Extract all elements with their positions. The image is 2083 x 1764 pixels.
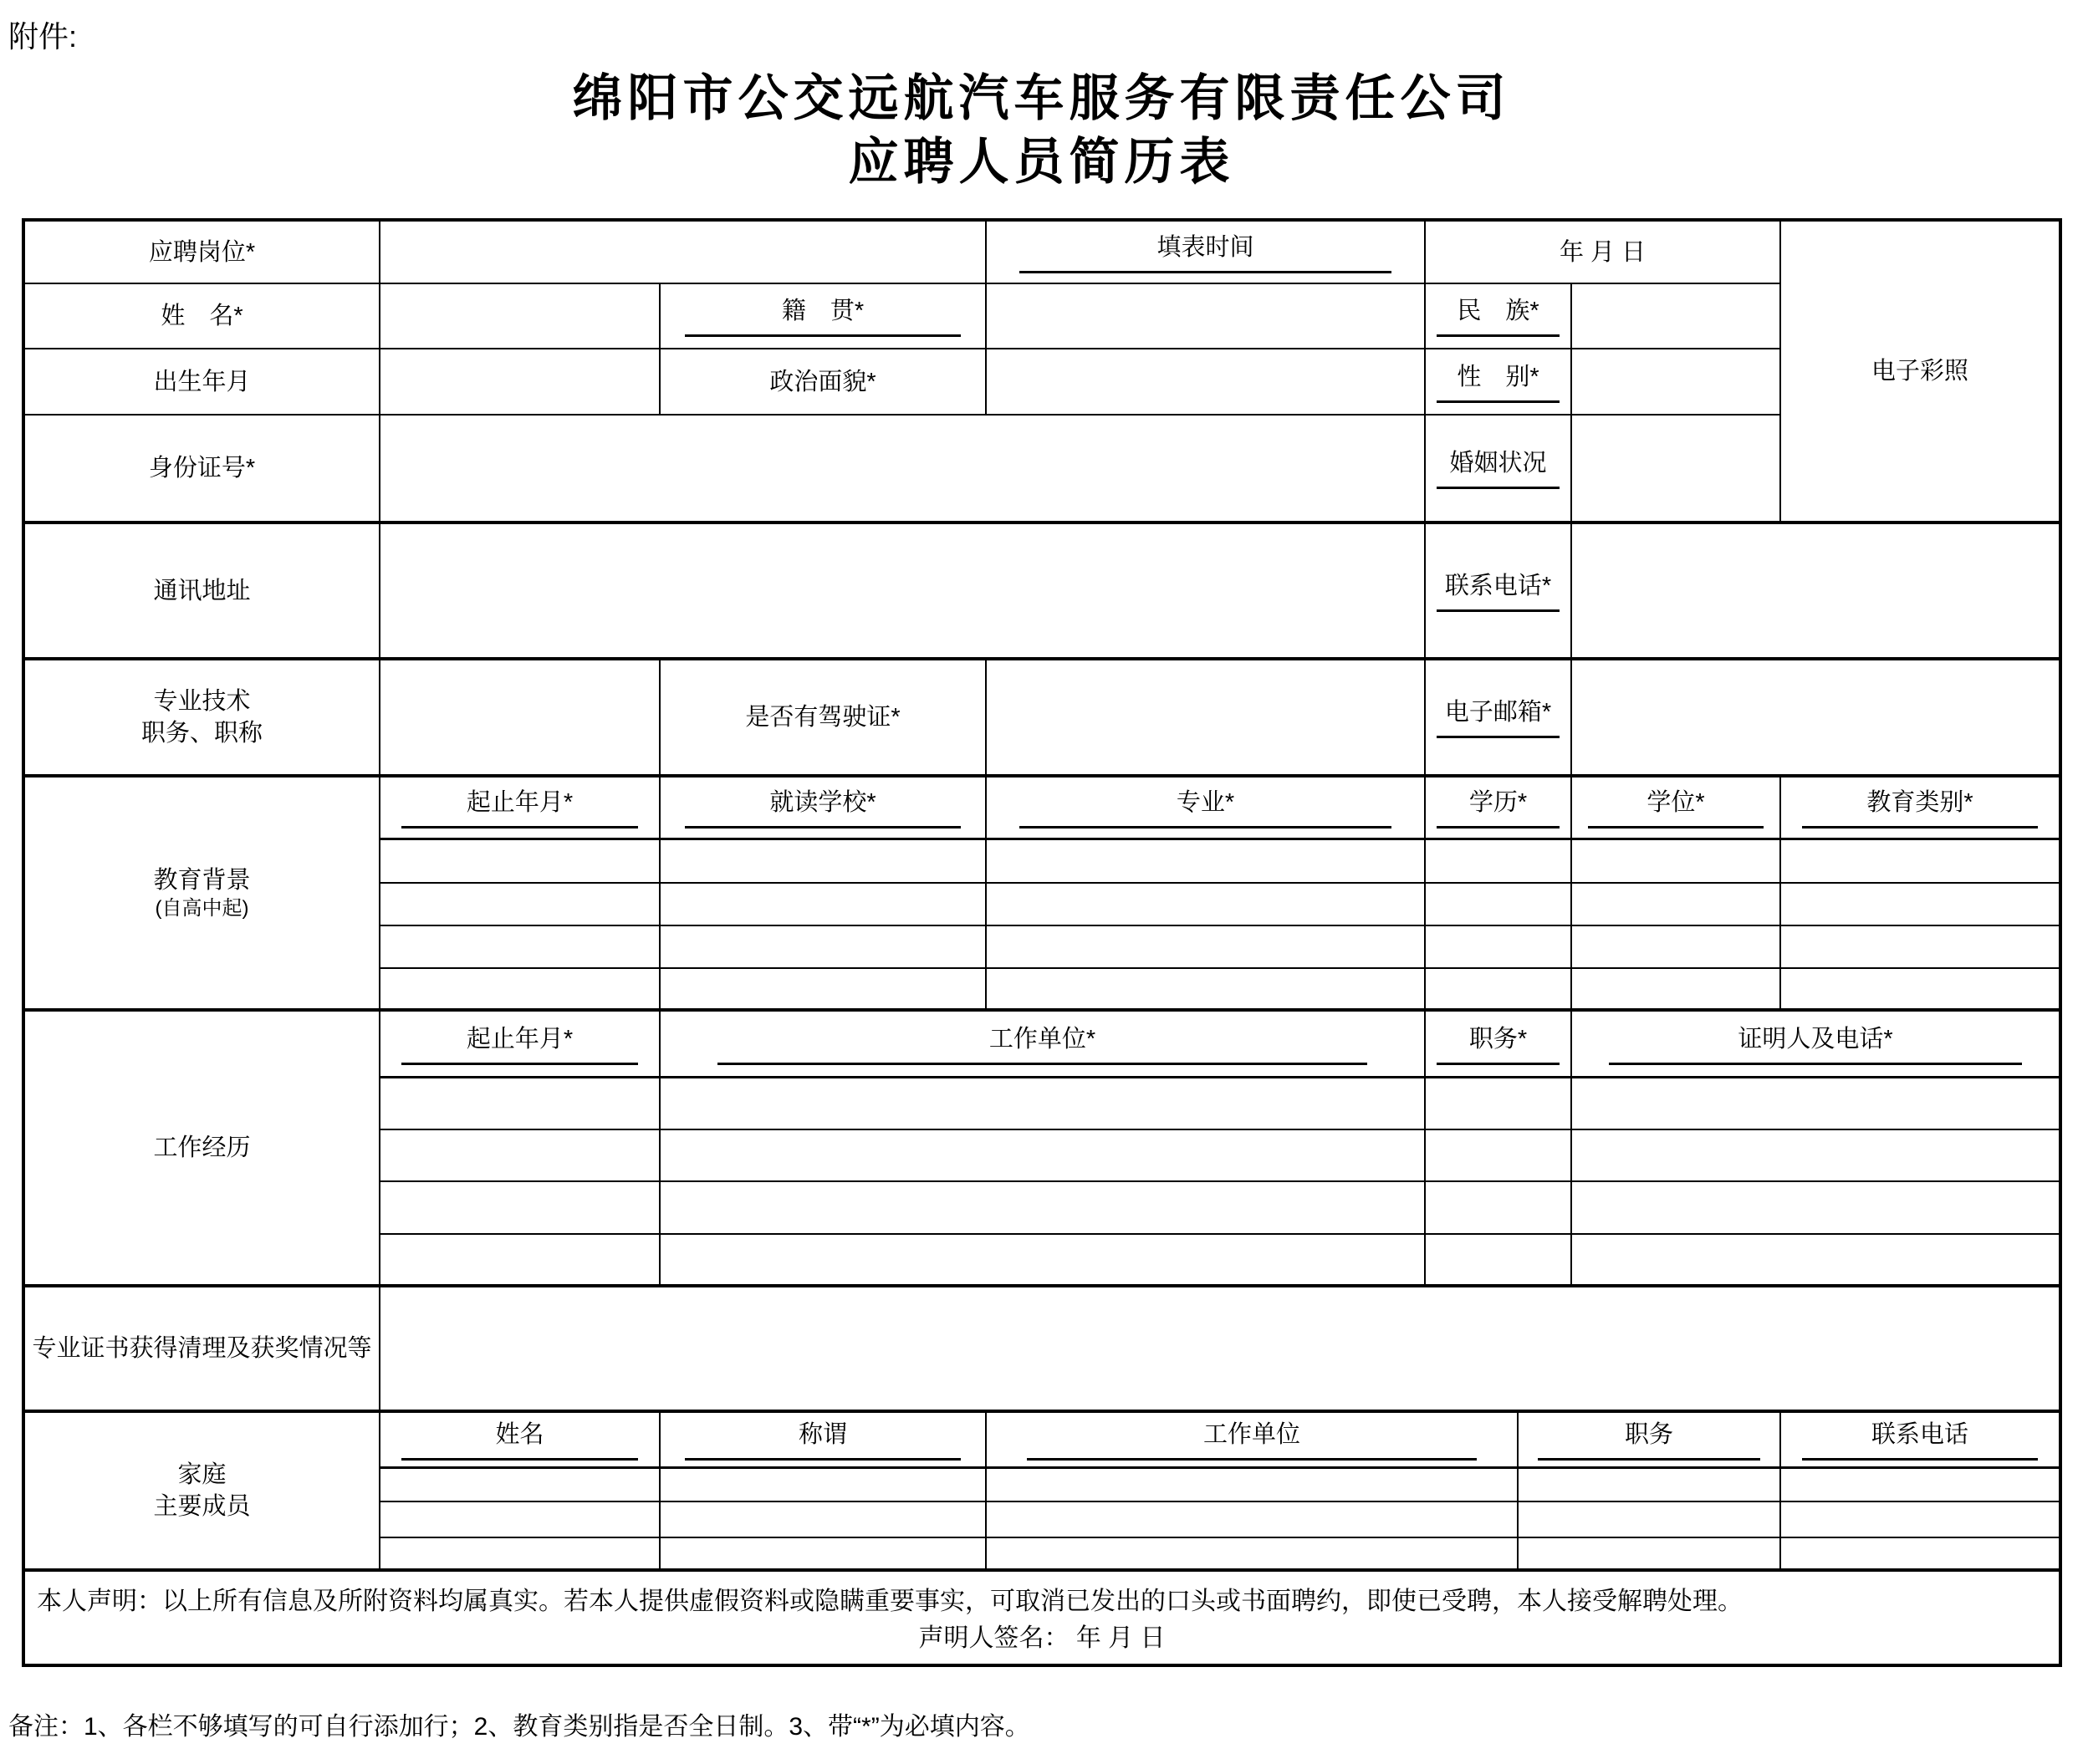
email-label: 电子邮箱* (1426, 660, 1572, 777)
education-cell[interactable] (1426, 969, 1572, 1012)
education-cell[interactable] (1572, 884, 1781, 926)
education-cell[interactable] (1781, 926, 2059, 969)
education-cell[interactable] (661, 926, 987, 969)
family-cell[interactable] (1519, 1469, 1781, 1502)
fill-line (1437, 334, 1560, 337)
fill-date-label: 填表时间 (987, 222, 1426, 284)
family-cell[interactable] (380, 1538, 661, 1572)
work-header-2: 职务* (1426, 1012, 1572, 1078)
fill-line (685, 826, 961, 828)
id-number-input[interactable] (380, 416, 1426, 524)
marital-status-input[interactable] (1572, 416, 1781, 524)
family-cell[interactable] (987, 1538, 1519, 1572)
fill-line (1027, 1458, 1478, 1461)
address-label: 通讯地址 (25, 524, 380, 660)
certificates-label: 专业证书获得清理及获奖情况等 (25, 1287, 380, 1413)
name-input[interactable] (380, 284, 661, 349)
name-label: 姓 名* (25, 284, 380, 349)
education-header-4: 学位* (1572, 777, 1781, 840)
declaration-signature: 声明人签名： 年 月 日 (918, 1624, 1166, 1652)
work-cell[interactable] (1426, 1078, 1572, 1130)
work-cell[interactable] (1426, 1235, 1572, 1287)
fill-line (1019, 271, 1391, 273)
political-status-label: 政治面貌* (661, 349, 987, 416)
declaration-text: 本人声明：以上所有信息及所附资料均属真实。若本人提供虚假资料或隐瞒重要事实，可取消已发出的口头或书面聘约，即使已受聘，本人接受解聘处理。 (37, 1588, 1743, 1615)
education-cell[interactable] (1426, 884, 1572, 926)
attachment-label: 附件: (8, 19, 78, 54)
position-label: 应聘岗位* (25, 222, 380, 284)
family-cell[interactable] (1781, 1502, 2059, 1538)
birth-input[interactable] (380, 349, 661, 416)
address-input[interactable] (380, 524, 1426, 660)
ethnicity-input[interactable] (1572, 284, 1781, 349)
fill-line (685, 334, 961, 337)
work-section-label: 工作经历 (25, 1012, 380, 1287)
drivers-license-label: 是否有驾驶证* (661, 660, 987, 777)
education-cell[interactable] (380, 969, 661, 1012)
ethnicity-label: 民 族* (1426, 284, 1572, 349)
fill-line (1019, 826, 1391, 828)
photo-area[interactable]: 电子彩照 (1781, 222, 2059, 524)
declaration-cell (25, 1572, 2059, 1664)
education-cell[interactable] (987, 926, 1426, 969)
work-cell[interactable] (1572, 1235, 2059, 1287)
family-cell[interactable] (987, 1502, 1519, 1538)
date-ymd-label: 年 月 日 (1426, 222, 1781, 284)
fill-line (685, 1458, 961, 1461)
fill-line (1437, 1063, 1560, 1065)
education-cell[interactable] (987, 840, 1426, 884)
fill-line (1437, 826, 1560, 828)
form-subtitle: 应聘人员简历表 (848, 134, 1235, 190)
work-cell[interactable] (1572, 1182, 2059, 1235)
work-cell[interactable] (380, 1078, 661, 1130)
education-cell[interactable] (987, 884, 1426, 926)
education-section-label: 教育背景 (自高中起) (25, 777, 380, 1012)
work-cell[interactable] (1572, 1130, 2059, 1182)
marital-status-label: 婚姻状况 (1426, 416, 1572, 524)
family-header-0: 姓名 (380, 1413, 661, 1469)
education-cell[interactable] (380, 840, 661, 884)
phone-input[interactable] (1572, 524, 2059, 660)
family-cell[interactable] (1781, 1469, 2059, 1502)
fill-line (1802, 1458, 2038, 1461)
fill-line (1437, 609, 1560, 612)
family-cell[interactable] (661, 1502, 987, 1538)
education-header-3: 学历* (1426, 777, 1572, 840)
fill-line (1437, 736, 1560, 738)
family-cell[interactable] (1781, 1538, 2059, 1572)
work-cell[interactable] (661, 1078, 1426, 1130)
fill-line (1609, 1063, 2023, 1065)
work-header-0: 起止年月* (380, 1012, 661, 1078)
drivers-license-input[interactable] (987, 660, 1426, 777)
family-cell[interactable] (661, 1538, 987, 1572)
education-header-2: 专业* (987, 777, 1426, 840)
work-header-3: 证明人及电话* (1572, 1012, 2059, 1078)
education-cell[interactable] (661, 969, 987, 1012)
work-cell[interactable] (380, 1235, 661, 1287)
education-cell[interactable] (1781, 884, 2059, 926)
education-cell[interactable] (380, 926, 661, 969)
education-cell[interactable] (1426, 926, 1572, 969)
email-input[interactable] (1572, 660, 2059, 777)
work-cell[interactable] (661, 1130, 1426, 1182)
education-cell[interactable] (661, 840, 987, 884)
form-title: 绵阳市公交远航汽车服务有限责任公司 (572, 70, 1511, 126)
education-header-1: 就读学校* (661, 777, 987, 840)
education-cell[interactable] (1426, 840, 1572, 884)
position-input[interactable] (380, 222, 987, 284)
fill-line (1437, 487, 1560, 489)
fill-line (1588, 826, 1764, 828)
resume-table (22, 218, 2062, 1667)
education-cell[interactable] (1781, 840, 2059, 884)
fill-line (717, 1063, 1366, 1065)
family-section-label: 家庭 主要成员 (25, 1413, 380, 1572)
education-cell[interactable] (1572, 926, 1781, 969)
education-cell[interactable] (1572, 840, 1781, 884)
family-cell[interactable] (380, 1469, 661, 1502)
fill-line (1802, 826, 2038, 828)
family-header-3: 职务 (1519, 1413, 1781, 1469)
birth-label: 出生年月 (25, 349, 380, 416)
education-header-0: 起止年月* (380, 777, 661, 840)
professional-title-input[interactable] (380, 660, 661, 777)
work-header-1: 工作单位* (661, 1012, 1426, 1078)
professional-title-label: 专业技术 职务、职称 (25, 660, 380, 777)
fill-line (1437, 400, 1560, 403)
form-title-block (0, 67, 2083, 194)
native-place-label: 籍 贯* (661, 284, 987, 349)
gender-input[interactable] (1572, 349, 1781, 416)
family-cell[interactable] (661, 1469, 987, 1502)
certificates-input[interactable] (380, 1287, 2059, 1413)
education-cell[interactable] (987, 969, 1426, 1012)
fill-line (401, 1063, 638, 1065)
family-cell[interactable] (987, 1469, 1519, 1502)
id-number-label: 身份证号* (25, 416, 380, 524)
education-cell[interactable] (1781, 969, 2059, 1012)
work-cell[interactable] (1426, 1182, 1572, 1235)
family-header-4: 联系电话 (1781, 1413, 2059, 1469)
phone-label: 联系电话* (1426, 524, 1572, 660)
political-status-input[interactable] (987, 349, 1426, 416)
education-header-5: 教育类别* (1781, 777, 2059, 840)
work-cell[interactable] (661, 1235, 1426, 1287)
gender-label: 性 别* (1426, 349, 1572, 416)
fill-line (1538, 1458, 1759, 1461)
family-header-2: 工作单位 (987, 1413, 1519, 1469)
family-cell[interactable] (1519, 1502, 1781, 1538)
education-cell[interactable] (661, 884, 987, 926)
work-cell[interactable] (380, 1130, 661, 1182)
native-place-input[interactable] (987, 284, 1426, 349)
family-cell[interactable] (1519, 1538, 1781, 1572)
footer-note: 备注：1、各栏不够填写的可自行添加行；2、教育类别指是否全日制。3、带“*”为必填内容。 (8, 1713, 1030, 1741)
family-cell[interactable] (380, 1502, 661, 1538)
work-cell[interactable] (380, 1182, 661, 1235)
work-cell[interactable] (1572, 1078, 2059, 1130)
fill-line (401, 826, 638, 828)
education-cell[interactable] (1572, 969, 1781, 1012)
work-cell[interactable] (1426, 1130, 1572, 1182)
work-cell[interactable] (661, 1182, 1426, 1235)
education-cell[interactable] (380, 884, 661, 926)
family-header-1: 称谓 (661, 1413, 987, 1469)
fill-line (401, 1458, 638, 1461)
